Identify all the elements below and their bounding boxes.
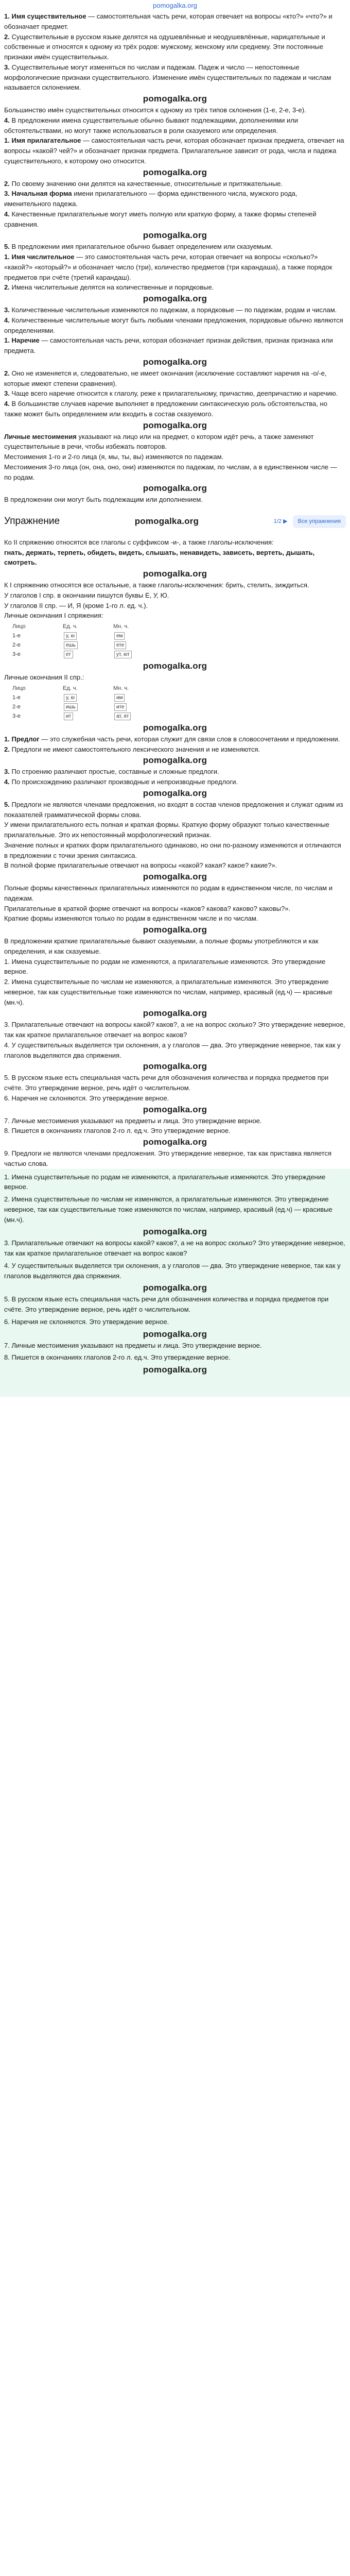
all-exercises-button[interactable]: Все упражнения xyxy=(293,515,346,528)
prepositions-section xyxy=(0,734,350,820)
paragraph xyxy=(0,800,350,820)
paragraph xyxy=(0,977,350,1007)
paragraph-text: По своему значению они делятся на качественные, относительные и притяжательные. xyxy=(11,179,283,188)
paragraph xyxy=(0,1148,350,1169)
exercise-title: Упражнение xyxy=(4,516,60,527)
paragraph xyxy=(0,252,350,282)
paragraph-text: Большинство имён существительных относится к одному из трёх типов склонения (1-е, 2-е, 3-е). xyxy=(4,106,306,114)
table-row xyxy=(12,702,346,711)
paragraph xyxy=(0,734,350,744)
term: Начальная форма xyxy=(11,190,72,198)
watermark: pomogalka.org xyxy=(143,722,207,733)
paragraph-text: Качественные прилагательные могут иметь полную или краткую форму, а также формы степеней сравнения. xyxy=(4,210,317,228)
paragraph-number: 1. xyxy=(4,735,10,743)
table-cell xyxy=(12,693,54,702)
site-header-link[interactable]: pomogalka.org xyxy=(153,2,197,9)
paragraph xyxy=(0,179,350,189)
paragraph-text: 8. Пишется в окончаниях глаголов 2-го л. ед.ч. Это утверждение верное. xyxy=(4,1127,231,1135)
watermark: pomogalka.org xyxy=(143,483,207,494)
watermark: pomogalka.org xyxy=(143,569,207,579)
paragraph xyxy=(0,62,350,93)
paragraph-text: Краткие формы изменяются только по родам в единственном числе и по числам. xyxy=(4,914,258,923)
paragraph xyxy=(0,883,350,904)
table-cell xyxy=(63,631,104,640)
table-cell xyxy=(63,650,104,659)
ending-box: ат, ят xyxy=(114,713,131,720)
paragraph xyxy=(0,1341,350,1351)
table-header xyxy=(12,684,346,693)
watermark: pomogalka.org xyxy=(143,1365,207,1375)
verbs-p1: Ко II спряжению относятся все глаголы с суффиксом -и-, а также глаголы-исключения: xyxy=(4,538,274,546)
paragraph-text: 1. Имена существительные по родам не изменяются, а прилагательные изменяются. Это утверждение верное. xyxy=(4,1173,326,1191)
paragraph xyxy=(0,189,350,209)
watermark: pomogalka.org xyxy=(143,1227,207,1237)
table-cell xyxy=(12,650,54,659)
exercise-header xyxy=(0,509,350,534)
paragraph-text: 6. Наречия не склоняются. Это утверждение верное. xyxy=(4,1094,169,1102)
table-row xyxy=(12,711,346,721)
paragraph-text: Существительные могут изменяться по числам и падежам. Падеж и число — непостоянные морфологические признаки существительного. Изменение имён существительных по падежам и числам называется склонением. xyxy=(4,63,331,92)
ending-box: ем xyxy=(114,632,125,640)
paragraph xyxy=(0,777,350,787)
paragraph-number: 1. xyxy=(4,12,10,20)
paragraph-text: Прилагательные в краткой форме отвечают на вопросы «каков? какова? каково? каковы?». xyxy=(4,904,291,912)
paragraph xyxy=(0,388,350,399)
paragraph xyxy=(0,1020,350,1040)
person-label: 2-е xyxy=(12,703,21,710)
paragraph-text: 5. В русском языке есть специальная часть речи для обозначения количества и порядка предметов при счёте. Это утверждение верное, речь идёт о числительном. xyxy=(4,1074,329,1092)
watermark: pomogalka.org xyxy=(143,925,207,935)
table-header-cell: Мн. ч. xyxy=(113,623,129,630)
table-cell xyxy=(113,711,154,721)
paragraph-text: Значение полных и кратких форм прилагательного одинаково, но они по-разному изменяются и отличаются в предложении с точки зрения синтаксиса. xyxy=(4,841,341,859)
ending-box: ешь xyxy=(64,641,78,649)
paragraph-text: 4. У существительных выделяется три склонения, а у глаголов — два. Это утверждение неверное, так как у глаголов выделяются два спряжения. xyxy=(4,1041,341,1059)
paragraph-number: 2. xyxy=(4,283,10,292)
paragraph-number: 2. xyxy=(4,32,10,41)
watermark: pomogalka.org xyxy=(143,167,207,177)
paragraph-number: 3. xyxy=(4,768,10,776)
paragraph xyxy=(0,32,350,62)
paragraph xyxy=(0,242,350,252)
paragraph-text: Существительные в русском языке делятся на одушевлённые и неодушевлённые, нарицательные и собственные и относятся к одному из трёх родов: мужскому, женскому или среднему. Эти постоянные признаки имён существительных. xyxy=(4,32,325,61)
paragraph-number: 1. xyxy=(4,253,10,261)
watermark: pomogalka.org xyxy=(143,1104,207,1114)
table-cell xyxy=(113,693,154,702)
table-header-cell: Лицо xyxy=(12,685,26,691)
paragraph xyxy=(0,315,350,336)
paragraph-text: 4. У существительных выделяется три склонения, а у глаголов — два. Это утверждение неверное, так как у глаголов выделяются два спряжения. xyxy=(4,1261,341,1280)
paragraph xyxy=(0,105,350,115)
paragraph-text: 7. Личные местоимения указывают на предметы и лица. Это утверждение верное. xyxy=(4,1116,262,1125)
table-cell xyxy=(63,693,104,702)
ending-box: ишь xyxy=(64,703,78,711)
paragraph-number: 5. xyxy=(4,800,10,808)
paragraph xyxy=(0,335,350,356)
verbs-p5: У глаголов II спр. — И, Я (кроме 1-го л. ед. ч.). xyxy=(4,601,148,609)
paragraph xyxy=(0,820,350,840)
table-row xyxy=(12,650,346,659)
paragraph-text: — самостоятельная часть речи, которая обозначает признак действия, признак признака или предмета. xyxy=(4,336,333,354)
paragraph-text: — самостоятельная часть речи, которая обозначает признак предмета, отвечает на вопросы «какой? чей?» и обозначает признак предмета. Прилагательное зависит от рода, числа и падежа существительного, к которому оно относится. xyxy=(4,137,344,165)
paragraph xyxy=(0,913,350,924)
paragraph xyxy=(0,1093,350,1104)
verbs-p4: У глаголов I спр. в окончании пишутся буквы Е, У, Ю. xyxy=(4,591,169,599)
paragraph-number: 4. xyxy=(4,778,10,786)
answers-section-a xyxy=(0,957,350,1169)
endings-table-1 xyxy=(0,621,350,660)
paragraph-number: 4. xyxy=(4,116,10,124)
paragraph-text: 5. В русском языке есть специальная часть речи для обозначения количества и порядка предметов при счёте. Это утверждение верное, речь идёт о числительном. xyxy=(4,1295,329,1314)
paragraph xyxy=(0,1317,350,1327)
paragraph xyxy=(0,11,350,32)
paragraph-text: В предложении имя прилагательное обычно бывает определением или сказуемым. xyxy=(11,243,273,251)
table-cell xyxy=(12,711,54,721)
paragraph-text: В большинстве случаев наречие выполняет в предложении синтаксическую роль обстоятельства, но также может быть определением или входить в состав сказуемого. xyxy=(4,400,327,418)
paragraph xyxy=(0,432,350,452)
paragraph-text: По происхождению различают производные и непроизводные предлоги. xyxy=(11,778,238,786)
paragraph xyxy=(0,135,350,166)
theory-section xyxy=(0,11,350,505)
paragraph-text: имени прилагательного — форма единственного числа, мужского рода, именительного падежа. xyxy=(4,190,297,208)
watermark: pomogalka.org xyxy=(143,357,207,367)
table-cell xyxy=(63,711,104,721)
paragraph xyxy=(0,462,350,483)
paragraph-number: 5. xyxy=(4,243,10,251)
paragraph-text: Количественные числительные изменяются по падежам, а порядковые — по падежам, родам и числам. xyxy=(11,306,337,314)
endings-table-2 xyxy=(0,683,350,722)
paragraph xyxy=(0,744,350,755)
term: Имя существительное xyxy=(11,12,86,20)
paragraph xyxy=(0,1294,350,1315)
exercise-pager[interactable]: 1/2 ▶ xyxy=(273,518,288,525)
watermark: pomogalka.org xyxy=(143,1061,207,1072)
paragraph xyxy=(0,368,350,389)
term: Имя прилагательное xyxy=(11,137,81,145)
paragraph xyxy=(0,1040,350,1061)
paragraph xyxy=(0,1261,350,1281)
paragraph-text: В предложении краткие прилагательные бывают сказуемыми, а полные формы употребляются и как определения, и как сказуемые. xyxy=(4,937,319,955)
person-label: 3-е xyxy=(12,713,21,719)
paragraph-text: Местоимения 1-го и 2-го лица (я, мы, ты, вы) изменяются по падежам. xyxy=(4,453,224,461)
paragraph-text: В предложении имена существительные обычно бывают подлежащими, дополнениями или обстоятельствами, но могут также использоваться в роли сказуемого или определения. xyxy=(4,116,299,134)
ending-box: ут, ют xyxy=(114,651,132,658)
table-cell xyxy=(12,702,54,711)
table-header-cell: Ед. ч. xyxy=(63,685,78,691)
watermark: pomogalka.org xyxy=(143,1008,207,1019)
person-label: 1-е xyxy=(12,633,21,639)
paragraph-number: 3. xyxy=(4,389,10,398)
table-row xyxy=(12,693,346,702)
watermark: pomogalka.org xyxy=(143,1283,207,1293)
paragraph xyxy=(0,305,350,315)
watermark: pomogalka.org xyxy=(143,1329,207,1339)
term: Имя числительное xyxy=(11,253,75,261)
paragraph xyxy=(0,1126,350,1136)
paragraph xyxy=(0,1238,350,1259)
ending-box: у, ю xyxy=(64,632,77,640)
table-cell xyxy=(113,640,154,650)
paragraph xyxy=(0,209,350,230)
paragraph-number: 4. xyxy=(4,316,10,324)
paragraph xyxy=(0,452,350,462)
paragraph-text: Чаще всего наречие относится к глаголу, реже к прилагательному, причастию, деепричастию и наречию. xyxy=(11,389,338,398)
verbs-p3: К I спряжению относятся все остальные, а также глаголы-исключения: брить, стелить, зиждиться. xyxy=(4,581,309,589)
table-header xyxy=(12,622,346,631)
adjective-forms-section xyxy=(0,820,350,956)
paragraph-text: — самостоятельная часть речи, которая отвечает на вопросы «кто?» «что?» и обозначает предмет. xyxy=(4,12,332,30)
table-header-cell: Лицо xyxy=(12,623,26,630)
paragraph xyxy=(0,1116,350,1126)
paragraph-text: — это самостоятельная часть речи, которая отвечает на вопросы «сколько?» «какой?» «который?» и обозначает число (три), количество предметов (три карандаша), а также порядок предметов при счёте (третий карандаш). xyxy=(4,253,332,281)
paragraph-text: По строению различают простые, составные и сложные предлоги. xyxy=(11,768,219,776)
term: Личные местоимения xyxy=(4,432,77,440)
paragraph-text: 8. Пишется в окончаниях глаголов 2-го л. ед.ч. Это утверждение верное. xyxy=(4,1353,231,1362)
paragraph-text: Имена числительные делятся на количественные и порядковые. xyxy=(11,283,214,292)
watermark: pomogalka.org xyxy=(143,94,207,104)
paragraph-number: 2. xyxy=(4,179,10,188)
paragraph-text: Оно не изменяется и, следовательно, не имеет окончания (исключение составляют наречия на -о/-е, которые имеют степени сравнения). xyxy=(4,369,327,387)
paragraph-number: 2. xyxy=(4,745,10,753)
paragraph-number: 4. xyxy=(4,210,10,218)
watermark: pomogalka.org xyxy=(134,516,199,527)
paragraph xyxy=(0,904,350,914)
paragraph-number: 1. xyxy=(4,137,10,145)
paragraph-text: Предлоги не являются членами предложения, но входят в состав членов предложения и служат одним из показателей грамматической формы слова. xyxy=(4,800,343,819)
verbs-p7: Личные окончания II спр.: xyxy=(4,673,84,682)
watermark: pomogalka.org xyxy=(143,872,207,882)
watermark: pomogalka.org xyxy=(143,661,207,671)
paragraph xyxy=(0,1352,350,1363)
paragraph-text: Предлоги не имеют самостоятельного лексического значения и не изменяются. xyxy=(11,745,260,753)
paragraph-number: 1. xyxy=(4,336,10,345)
watermark: pomogalka.org xyxy=(143,294,207,303)
person-label: 3-е xyxy=(12,651,21,658)
answers-section-b xyxy=(0,1169,350,1397)
paragraph-number: 3. xyxy=(4,190,10,198)
paragraph xyxy=(0,860,350,871)
ending-box: им xyxy=(114,694,125,702)
watermark: pomogalka.org xyxy=(143,230,207,241)
person-label: 1-е xyxy=(12,694,21,701)
paragraph-text: 2. Имена существительные по числам не изменяются, а прилагательные изменяются. Это утверждение неверное, так как существительные тоже изменяются по числам, например, красивый (ед.ч) — красивые (мн.ч). xyxy=(4,978,332,1006)
verbs-section xyxy=(0,537,350,733)
paragraph-text: 3. Прилагательные отвечают на вопросы какой? каков?, а не на вопрос сколько? Это утверждение неверное, так как краткое прилагательное отвечает на вопрос каков? xyxy=(4,1021,345,1039)
table-cell xyxy=(63,640,104,650)
paragraph-text: 3. Прилагательные отвечают на вопросы какой? каков?, а не на вопрос сколько? Это утверждение неверное, так как краткое прилагательное отвечает на вопрос каков? xyxy=(4,1239,345,1258)
paragraph xyxy=(0,936,350,957)
table-row xyxy=(12,631,346,640)
paragraph xyxy=(0,1073,350,1093)
paragraph-text: 1. Имена существительные по родам не изменяются, а прилагательные изменяются. Это утверждение верное. xyxy=(4,957,326,976)
paragraph-text: Местоимения 3-го лица (он, она, оно, они) изменяются по падежам, по числам, а в единственном числе — по родам. xyxy=(4,463,337,481)
verbs-p2: гнать, держать, терпеть, обидеть, видеть, слышать, ненавидеть, зависеть, вертеть, дышать, смотреть. xyxy=(4,548,315,567)
paragraph xyxy=(0,1172,350,1193)
term: Предлог xyxy=(11,735,40,743)
paragraph xyxy=(0,495,350,505)
paragraph xyxy=(0,840,350,861)
ending-box: ете xyxy=(114,641,126,649)
paragraph-text: 6. Наречия не склоняются. Это утверждение верное. xyxy=(4,1317,169,1326)
paragraph xyxy=(0,399,350,419)
paragraph-number: 4. xyxy=(4,400,10,408)
paragraph xyxy=(0,282,350,293)
person-label: 2-е xyxy=(12,642,21,649)
ending-box: ите xyxy=(114,703,127,711)
paragraph-text: В полной форме прилагательные отвечают на вопросы «какой? какая? какое? какие?». xyxy=(4,861,277,870)
paragraph xyxy=(0,957,350,977)
paragraph xyxy=(0,767,350,777)
paragraph-number: 3. xyxy=(4,306,10,314)
paragraph-number: 2. xyxy=(4,369,10,377)
paragraph-text: указывают на лицо или на предмет, о котором идёт речь, а также заменяют существительные в речи, чтобы избежать повторов. xyxy=(4,432,314,451)
watermark: pomogalka.org xyxy=(143,755,207,766)
table-row xyxy=(12,640,346,650)
table-header-cell: Ед. ч. xyxy=(63,623,78,630)
ending-box: ет xyxy=(64,651,73,658)
watermark: pomogalka.org xyxy=(143,1137,207,1147)
paragraph-text: 9. Предлоги не являются членами предложения. Это утверждение неверное, так как приставка является частью слова. xyxy=(4,1149,331,1167)
paragraph-number: 3. xyxy=(4,63,10,71)
paragraph xyxy=(0,1194,350,1225)
paragraph xyxy=(0,115,350,136)
paragraph-text: У имени прилагательного есть полная и краткая формы. Краткую форму образуют только качественные прилагательные. Это их непостоянный морфологический признак. xyxy=(4,821,329,839)
watermark: pomogalka.org xyxy=(143,788,207,798)
ending-box: ит xyxy=(64,713,73,720)
paragraph-text: 7. Личные местоимения указывают на предметы и лица. Это утверждение верное. xyxy=(4,1341,262,1349)
paragraph-text: 2. Имена существительные по числам не изменяются, а прилагательные изменяются. Это утверждение неверное, так как существительные тоже изменяются по числам, например, красивый (ед.ч) — красивые (мн.ч). xyxy=(4,1195,332,1224)
table-cell xyxy=(12,631,54,640)
paragraph-text: В предложении они могут быть подлежащим или дополнением. xyxy=(4,496,203,504)
paragraph-text: Полные формы качественных прилагательных изменяются по родам в единственном числе, по числам и падежам. xyxy=(4,884,332,902)
ending-box: у, ю xyxy=(64,694,77,702)
verbs-p6: Личные окончания I спряжения: xyxy=(4,612,103,620)
paragraph-text: — это служебная часть речи, которая служит для связи слов в словосочетании и предложении. xyxy=(39,735,340,743)
table-cell xyxy=(63,702,104,711)
table-cell xyxy=(12,640,54,650)
table-cell xyxy=(113,650,154,659)
paragraph-text: Количественные числительные могут быть любыми членами предложения, порядковые обычно являются определениями. xyxy=(4,316,343,334)
term: Наречие xyxy=(11,336,40,345)
table-cell xyxy=(113,702,154,711)
table-cell xyxy=(113,631,154,640)
table-header-cell: Мн. ч. xyxy=(113,685,129,691)
watermark: pomogalka.org xyxy=(143,420,207,430)
